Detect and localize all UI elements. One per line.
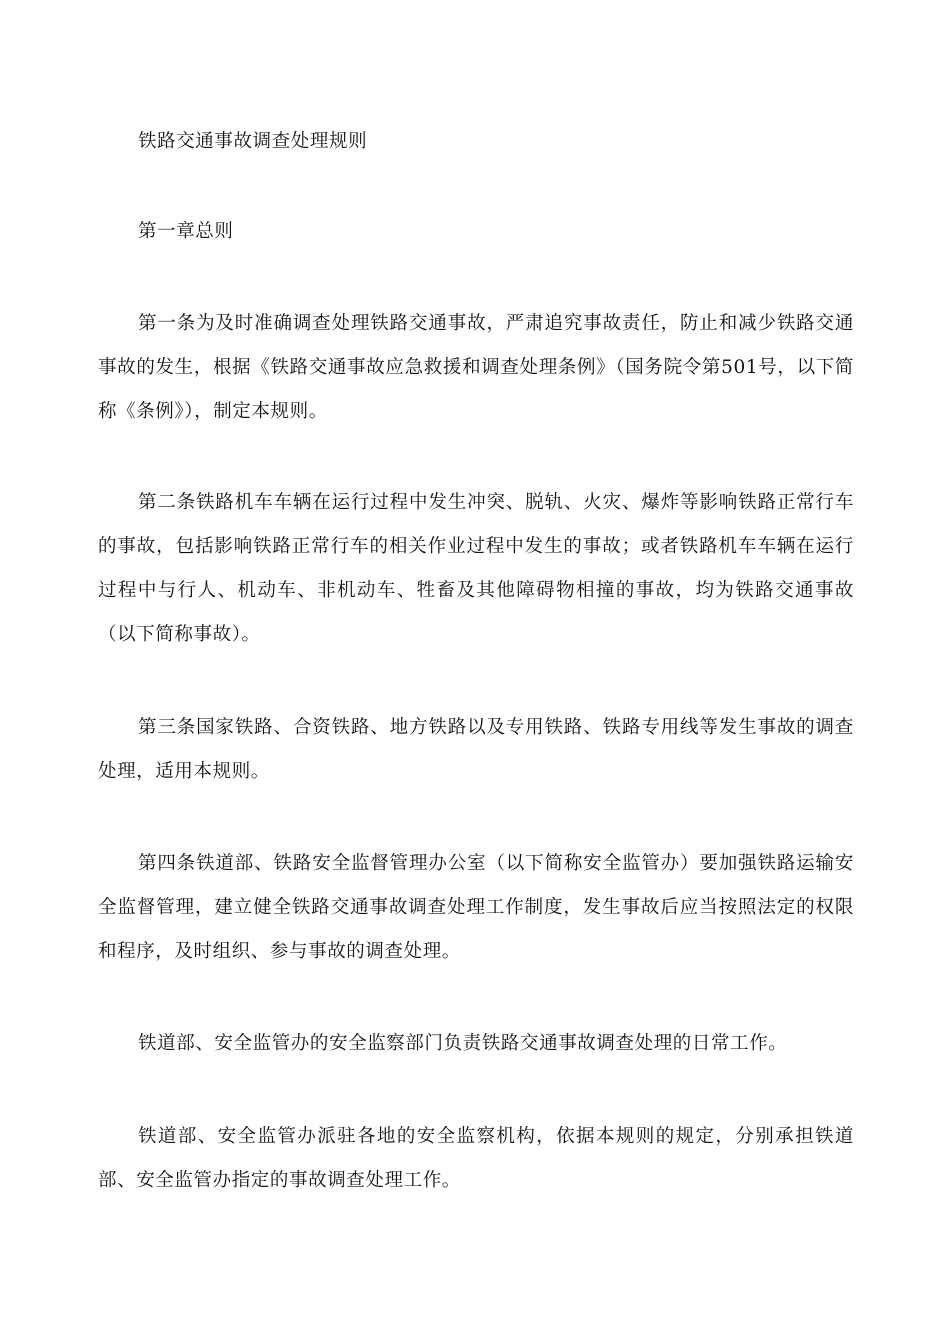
chapter-heading: 第一章总则 [138,221,234,242]
paragraph-article-1: 第一条为及时准确调查处理铁路交通事故，严肃追究事故责任，防止和减少铁路交通事故的发生，根据《铁路交通事故应急救援和调查处理条例》（国务院令第501号，以下简称《条例》），制定本规则。 [98,313,854,422]
paragraph-article-3: 第三条国家铁路、合资铁路、地方铁路以及专用铁路、铁路专用线等发生事故的调查处理，适用本规则。 [98,717,854,782]
document-title: 铁路交通事故调查处理规则 [138,131,368,152]
paragraph-safety-agencies: 铁道部、安全监管办派驻各地的安全监察机构，依据本规则的规定，分别承担铁道部、安全监管办指定的事故调查处理工作。 [98,1126,854,1191]
document-page [98,0,854,1344]
paragraph-safety-dept: 铁道部、安全监管办的安全监察部门负责铁路交通事故调查处理的日常工作。 [138,1033,788,1054]
paragraph-article-2: 第二条铁路机车车辆在运行过程中发生冲突、脱轨、火灾、爆炸等影响铁路正常行车的事故，包括影响铁路正常行车的相关作业过程中发生的事故；或者铁路机车车辆在运行过程中与行人、机动车、非机动车、牲畜及其他障碍物相撞的事故，均为铁路交通事故（以下简称事故）。 [98,492,854,645]
paragraph-article-4: 第四条铁道部、铁路安全监督管理办公室（以下简称安全监管办）要加强铁路运输安全监督管理，建立健全铁路交通事故调查处理工作制度，发生事故后应当按照法定的权限和程序，及时组织、参与事故的调查处理。 [98,853,854,962]
